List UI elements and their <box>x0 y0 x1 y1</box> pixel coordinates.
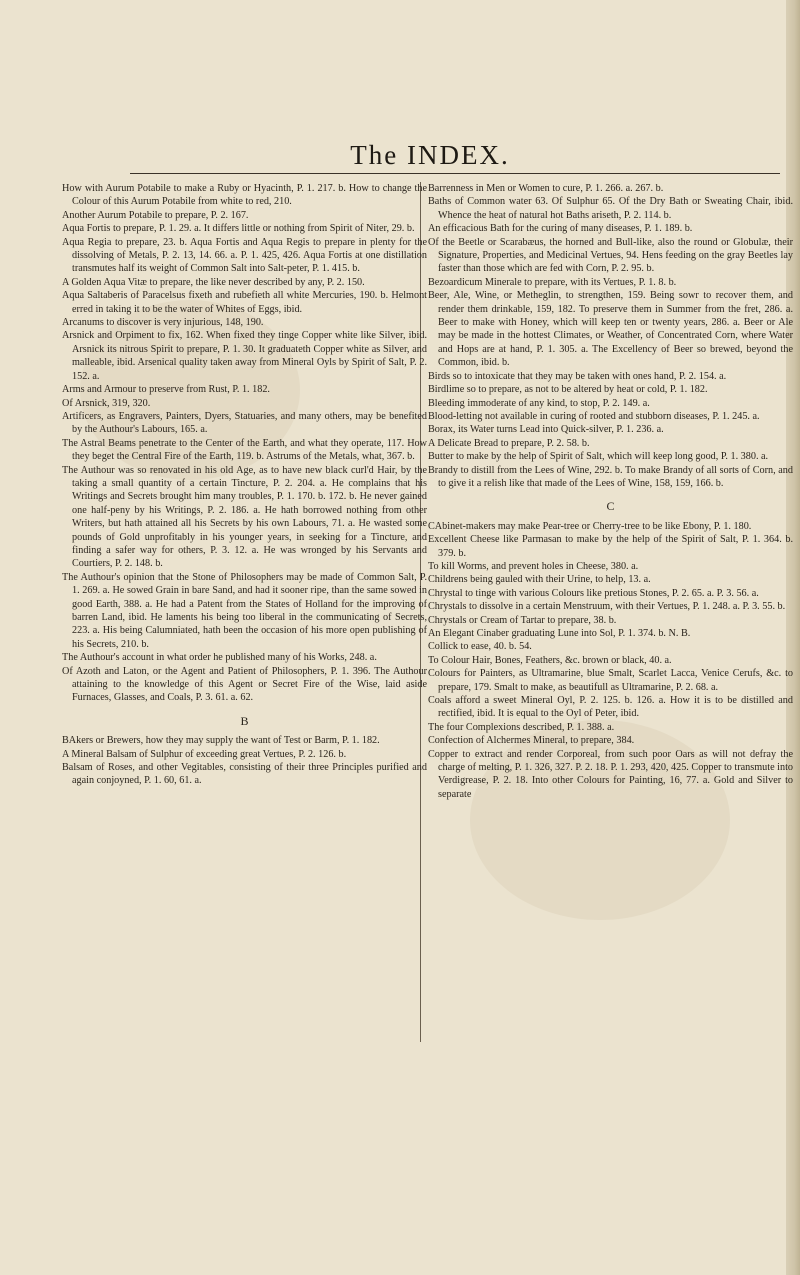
section-letter: C <box>606 499 615 514</box>
index-entry: Chrystal to tinge with various Colours like pretious Stones, P. 2. 65. a. P. 3. 56. a. <box>428 587 759 599</box>
index-entry: Arsnick and Orpiment to fix, 162. When fixed they tinge Copper white like Silver, ibid. Arsnick its nitrous Spirit to prepare, P. 1. 30. It graduateth Copper white as Silver, and malleable, ibid. Arsenical quality taken away from Mineral Oyls by Spirit of Salt, P. 2. 152. a. <box>62 330 427 382</box>
index-entry: The Authour's opinion that the Stone of Philosophers may be made of Common Salt, P. 1. 269. a. He sowed Grain in bare Sand, and had it sooner ripe, than the same sowed in good Earth, 388. a. He had a Patent from the States of Holland for the improving of barren Land, ibid. He laments his being too liberal in the communicating of Secrets, 223. a. His being Calumniated, hath been the occasion of his more open publishing of his Secrets, 210. b. <box>62 571 427 650</box>
index-entry: Confection of Alchermes Mineral, to prepare, 384. <box>428 735 635 747</box>
index-entry: Artificers, as Engravers, Painters, Dyers, Statuaries, and many others, may be benefited by the Authour's Labours, 165. a. <box>62 410 427 436</box>
index-entry: An Elegant Cinaber graduating Lune into Sol, P. 1. 374. b. N. B. <box>428 628 691 639</box>
index-entry: Of the Beetle or Scarabæus, the horned and Bull-like, also the round or Globulæ, their Signature, Properties, and Medicinal Vertues, 94. Hens feeding on the gray Beetles lay faster than those which are fed with Corn, P. 2. 95. b. <box>428 236 793 275</box>
index-entry: Copper to extract and render Corporeal, from such poor Oars as will not defray the charge of melting, P. 1. 326, 327. P. 2. 18. P. 1. 293, 420, 425. Copper to transmute into Verdigrease, P. 2. 18. Into other Colours for Painting, 16, 77. a. Gold and Silver to separate <box>428 748 793 800</box>
section-letter: B <box>240 713 249 728</box>
index-entry: Arms and Armour to preserve from Rust, P. 1. 182. <box>62 384 270 396</box>
index-entry: Butter to make by the help of Spirit of Salt, which will keep long good, P. 1. 380. a. <box>428 451 769 463</box>
index-entry: Of Arsnick, 319, 320. <box>62 397 151 409</box>
index-entry: A Delicate Bread to prepare, P. 2. 58. b. <box>428 437 590 449</box>
index-entry: Barrenness in Men or Women to cure, P. 1. 266. a. 267. b. <box>428 183 664 194</box>
index-entry: Chrystals to dissolve in a certain Menstruum, with their Vertues, P. 1. 248. a. P. 3. 55. b. <box>428 601 786 613</box>
index-entry: Coals afford a sweet Mineral Oyl, P. 2. 125. b. 126. a. How it is to be distilled and rectified, ibid. It is equal to the Oyl of Peter, ibid. <box>428 695 793 720</box>
index-entry: An efficacious Bath for the curing of many diseases, P. 1. 189. b. <box>428 223 693 235</box>
right-column <box>428 182 793 801</box>
index-entry: Borax, its Water turns Lead into Quick-silver, P. 1. 236. a. <box>428 424 664 436</box>
index-entry: BAkers or Brewers, how they may supply the want of Test or Barm, P. 1. 182. <box>62 735 380 747</box>
index-entry: A Golden Aqua Vitæ to prepare, the like never described by any, P. 2. 150. <box>62 276 365 288</box>
index-entry: Beer, Ale, Wine, or Metheglin, to strengthen, 159. Being sowr to recover them, and render them drinkable, 159, 182. To preserve them in Summer from the fret, 286. a. Beer to make with Honey, which will keep ten or twenty years, 286. a. Beer or Ale may be made in the hottest Climates, or Weather, of Concentrated Corn, where Water and Hops are at hand, P. 1. 305. a. The Excellency of Beer so brewed, beyond the Common, ibid. b. <box>428 290 793 369</box>
index-entry: Baths of Common water 63. Of Sulphur 65. Of the Dry Bath or Sweating Chair, ibid. Whence the heat of natural hot Baths ariseth, P. 2. 114. b. <box>428 196 793 221</box>
index-entry: The Authour's account in what order he published many of his Works, 248. a. <box>62 652 377 664</box>
index-entry: Aqua Regia to prepare, 23. b. Aqua Fortis and Aqua Regis to prepare in plenty for the dissolving of Metals, P. 2. 13, 14. 66. a. P. 1. 425, 426. Aqua Fortis at one distillation transmutes half its weight of Common Salt into Salt-peter, P. 1. 415. b. <box>62 236 427 275</box>
index-entry: Bleeding immoderate of any kind, to stop, P. 2. 149. a. <box>428 397 650 409</box>
index-entry: A Mineral Balsam of Sulphur of exceeding great Vertues, P. 2. 126. b. <box>62 748 347 760</box>
index-entry: Colours for Painters, as Ultramarine, blue Smalt, Scarlet Lacca, Venice Cerufs, &c. to prepare, 179. Smalt to make, as beautifull as Ultramarine, P. 2. 68. a. <box>428 668 793 693</box>
left-column <box>62 182 427 788</box>
index-entry: Chrystals or Cream of Tartar to prepare, 38. b. <box>428 614 617 626</box>
index-entry: Blood-letting not available in curing of rooted and stubborn diseases, P. 1. 245. a. <box>428 410 760 422</box>
index-entry: Childrens being gauled with their Urine, to help, 13. a. <box>428 574 651 586</box>
index-entry: Bezoardicum Minerale to prepare, with its Vertues, P. 1. 8. b. <box>428 276 677 288</box>
index-entry: Arcanums to discover is very injurious, 148, 190. <box>62 317 264 329</box>
page-title: The INDEX. <box>350 140 510 170</box>
index-entry: Aqua Saltaberis of Paracelsus fixeth and rubefieth all white Mercuries, 190. b. Helmont erred in taking it to be the water of Whites of Eggs, ibid. <box>62 290 427 315</box>
index-entry: Collick to ease, 40. b. 54. <box>428 641 532 653</box>
index-entry: CAbinet-makers may make Pear-tree or Cherry-tree to be like Ebony, P. 1. 180. <box>428 520 752 532</box>
index-entry: Brandy to distill from the Lees of Wine, 292. b. To make Brandy of all sorts of Corn, and to give it a relish like that made of the Lees of Wine, 158, 159, 166. b. <box>428 464 793 489</box>
index-entry: Aqua Fortis to prepare, P. 1. 29. a. It differs little or nothing from Spirit of Niter, 29. b. <box>62 223 415 235</box>
index-entry: Birdlime so to prepare, as not to be altered by heat or cold, P. 1. 182. <box>428 384 708 396</box>
index-entry: Of Azoth and Laton, or the Agent and Patient of Philosophers, P. 1. 396. The Authour attaining to the knowledge of this Agent or Secret Fire of the Wise, laid aside Furnaces, Glasses, and Coals, P. 3. 61. a. 62. <box>62 665 427 704</box>
index-entry: To Colour Hair, Bones, Feathers, &c. brown or black, 40. a. <box>428 654 672 666</box>
index-entry: How with Aurum Potabile to make a Ruby or Hyacinth, P. 1. 217. b. How to change the Colour of this Aurum Potabile from white to red, 210. <box>62 183 427 208</box>
index-entry: The Authour was so renovated in his old Age, as to have new black curl'd Hair, by the taking a small quantity of a certain Tincture, P. 2. 204. a. He complains that his Writings and Secrets brought him many troubles, P. 1. 170. b. 172. b. He never gained one half-peny by his Writings, P. 2. 186. a. He hath borrowed nothing from other Writers, but hath attained all his Secrets by his own Labours, 71. a. He wasted some pounds of Gold unprofitably in his younger years, in seeking for a Tincture, and finding a safer way for others, P. 3. 12. a. He was wronged by his Servants and Courtiers, P. 2. 148. b. <box>62 464 427 570</box>
index-entry: Balsam of Roses, and other Vegitables, consisting of their three Principles purified and again conjoyned, P. 1. 60, 61. a. <box>62 762 427 787</box>
index-entry: Another Aurum Potabile to prepare, P. 2. 167. <box>62 209 249 221</box>
page-header <box>130 140 730 180</box>
index-entry: To kill Worms, and prevent holes in Cheese, 380. a. <box>428 560 639 572</box>
index-entry: The Astral Beams penetrate to the Center of the Earth, and what they operate, 117. How they beget the Central Fire of the Earth, 119. b. Astrums of the Metals, what, 367. b. <box>62 437 427 463</box>
index-entry: Excellent Cheese like Parmasan to make by the help of the Spirit of Salt, P. 1. 364. b. 379. b. <box>428 534 793 559</box>
index-entry: Birds so to intoxicate that they may be taken with ones hand, P. 2. 154. a. <box>428 370 727 382</box>
index-entry: The four Complexions described, P. 1. 388. a. <box>428 721 615 733</box>
header-rule <box>130 173 780 174</box>
